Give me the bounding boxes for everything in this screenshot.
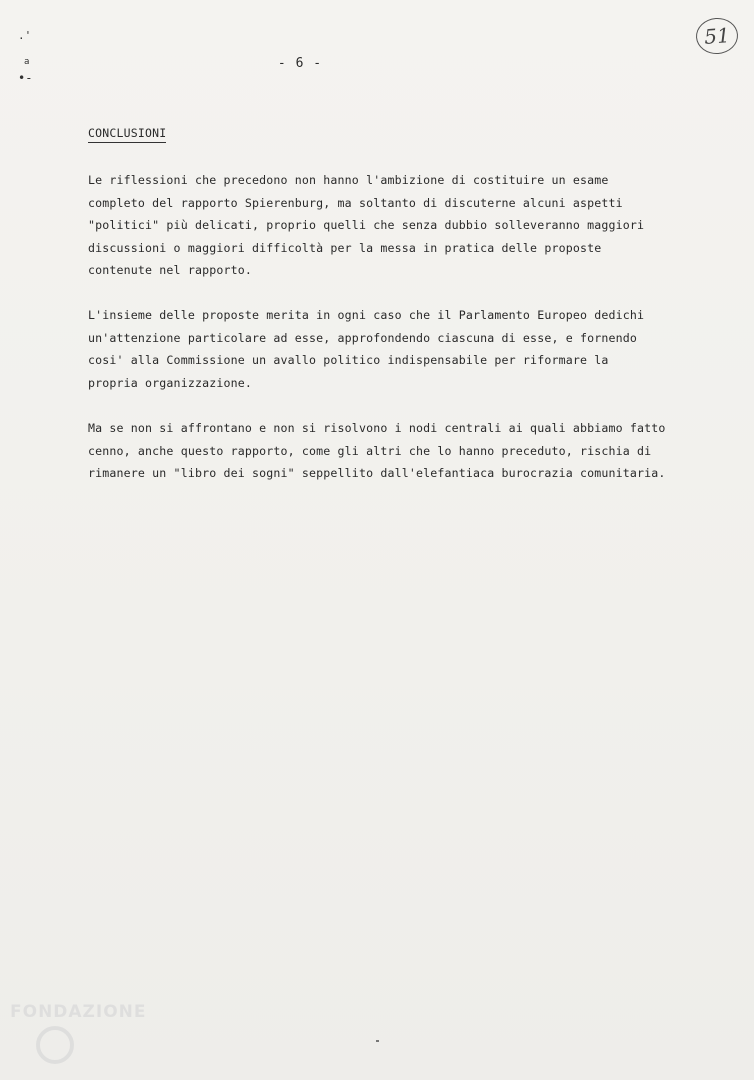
text-line: cenno, anche questo rapporto, come gli altri che lo hanno preceduto, rischia di — [88, 443, 652, 458]
text-line: completo del rapporto Spierenburg, ma soltanto di discuterne alcuni aspetti — [88, 195, 623, 210]
margin-mark: •- — [18, 71, 33, 85]
paragraph-1 — [88, 169, 718, 282]
paragraph-3 — [88, 417, 718, 485]
folio-stamp: 51 — [695, 17, 739, 56]
text-line: contenute nel rapporto. — [88, 263, 252, 277]
section-heading: CONCLUSIONI — [88, 126, 166, 143]
text-line: discussioni o maggiori difficoltà per la messa in pratica delle proposte — [88, 240, 602, 255]
text-line: rimanere un "libro dei sogni" seppellito dall'elefantiaca burocrazia comunitaria. — [88, 466, 666, 480]
paper-speck — [376, 1040, 379, 1042]
page-number: - 6 - — [277, 56, 323, 71]
text-line: un'attenzione particolare ad esse, approfondendo ciascuna di esse, e fornendo — [88, 330, 638, 345]
margin-mark: .' — [18, 29, 32, 42]
watermark-circle-icon — [36, 1026, 74, 1064]
text-line: L'insieme delle proposte merita in ogni caso che il Parlamento Europeo dedichi — [88, 308, 645, 322]
text-line: cosi' alla Commissione un avallo politico indispensabile per riformare la — [88, 353, 609, 367]
watermark-logo — [6, 1002, 176, 1062]
margin-mark: a — [24, 57, 30, 67]
text-line: propria organizzazione. — [88, 375, 252, 390]
paragraph-2 — [88, 304, 718, 394]
text-line: Le riflessioni che precedono non hanno l'ambizione di costituire un esame — [88, 173, 609, 187]
watermark-text: FONDAZIONE — [10, 1002, 147, 1022]
text-line: Ma se non si affrontano e non si risolvono i nodi centrali ai quali abbiamo fatto — [88, 421, 666, 435]
text-line: "politici" più delicati, proprio quelli che senza dubbio solleveranno maggiori — [88, 218, 645, 232]
